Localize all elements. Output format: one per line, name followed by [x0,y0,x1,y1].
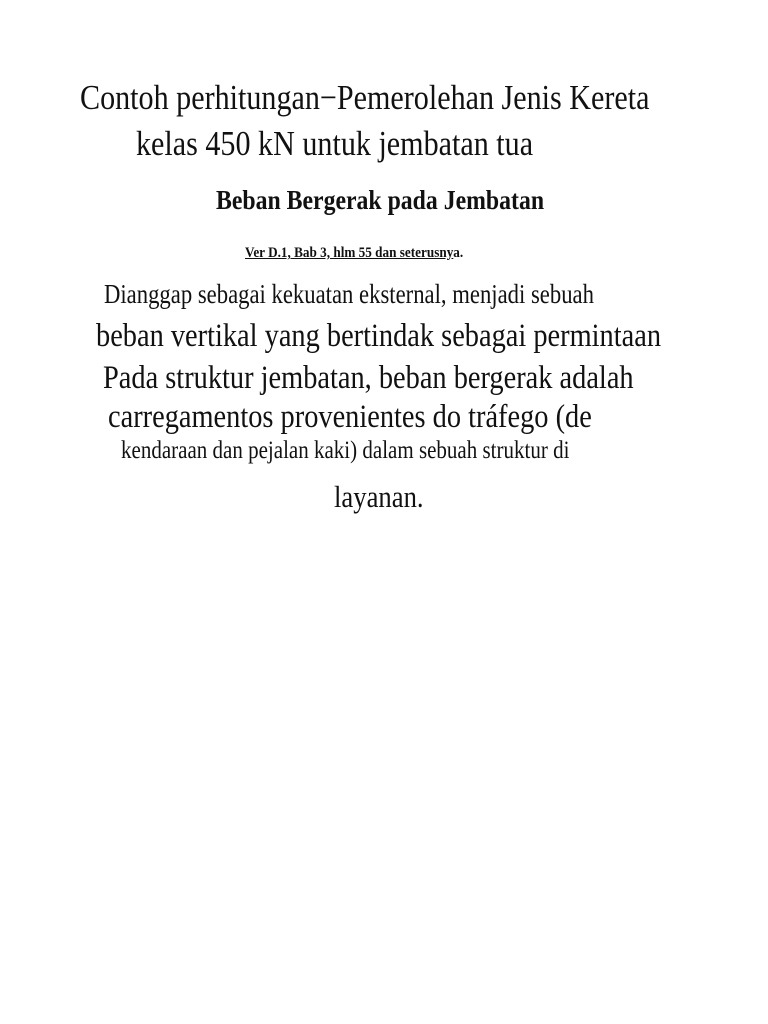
body-line-5: kendaraan dan pejalan kaki) dalam sebuah struktur di [121,437,570,464]
body-line-3: Pada struktur jembatan, beban bergerak adalah [103,360,634,396]
reference-underlined-text: Ver D.1, Bab 3, hlm 55 dan seterusny [245,245,454,261]
body-line-2: beban vertikal yang bertindak sebagai permintaan [96,318,662,354]
body-line-4: carregamentos provenientes do tráfego (de [108,399,592,435]
title-line-1: Contoh perhitungan−Pemerolehan Jenis Kereta [80,78,650,117]
reference-note [245,245,463,262]
section-heading: Beban Bergerak pada Jembatan [216,185,545,215]
title-line-2: kelas 450 kN untuk jembatan tua [136,124,534,163]
body-line-1: Dianggap sebagai kekuatan eksternal, menjadi sebuah [104,279,594,309]
reference-tail-text: a. [453,245,464,261]
body-line-6: layanan. [334,479,424,514]
